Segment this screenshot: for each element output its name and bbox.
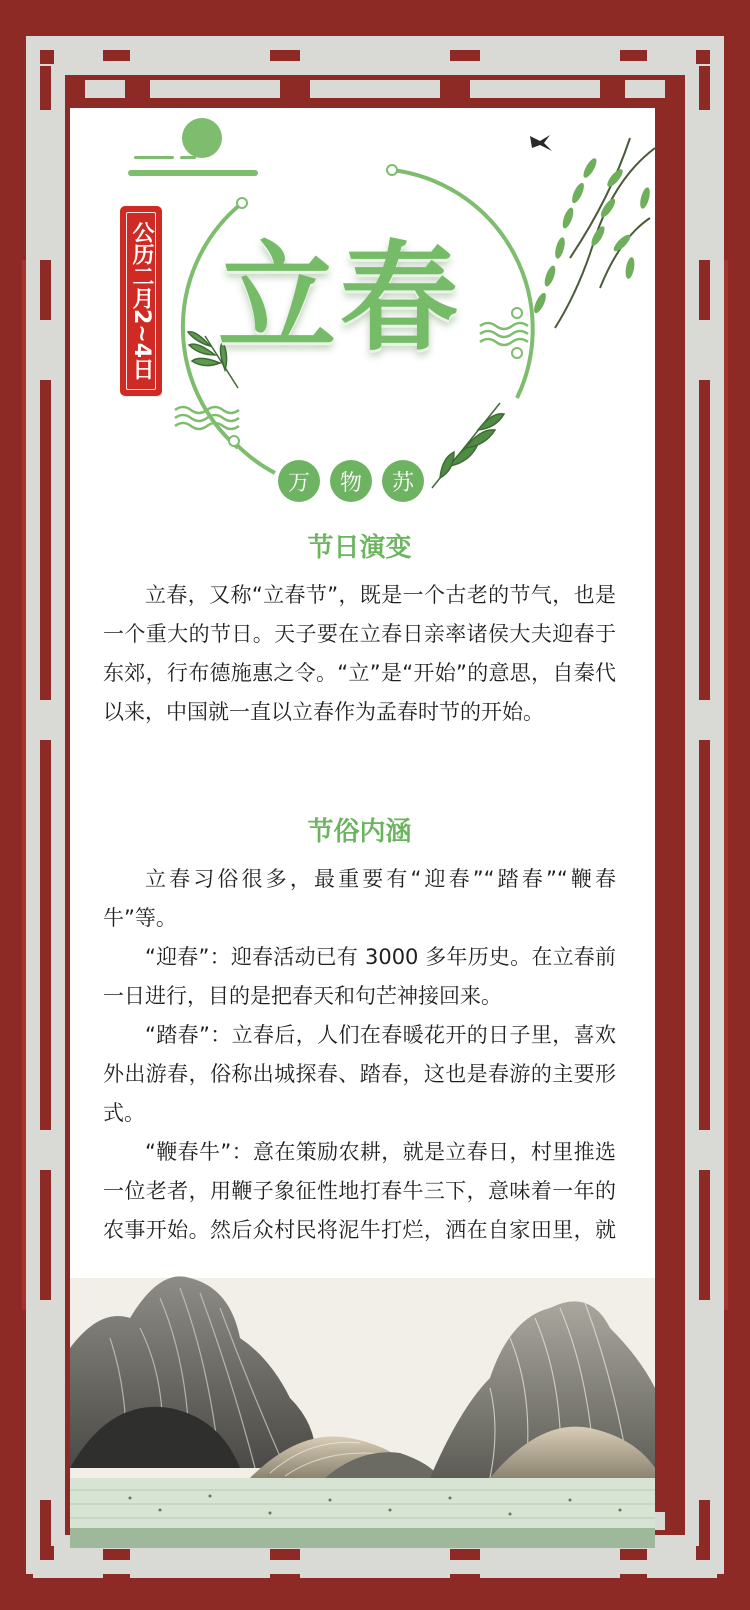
subtitle <box>278 460 424 502</box>
page-title: 立春 <box>218 229 463 367</box>
paragraph: 立春，又称“立春节”，既是一个古老的节气，也是一个重大的节日。天子要在立春日亲率诸侯大夫迎春于东郊，行布德施惠之令。“立”是“开始”的意思，自秦代以来，中国就一直以立春作为孟春时节的开始。 <box>103 583 616 724</box>
leaf-sprig-icon <box>432 403 504 488</box>
section-evolution <box>103 530 616 732</box>
subtitle-char: 万 <box>278 460 320 502</box>
swallow-icon <box>530 135 552 151</box>
section-customs <box>103 814 616 1289</box>
subtitle-char: 苏 <box>382 460 424 502</box>
paragraph: 立春习俗很多，最重要有“迎春”“踏春”“鞭春牛”等。 <box>103 867 616 930</box>
willow-branch-icon <box>555 138 655 328</box>
mountain-landscape <box>70 1248 655 1548</box>
paragraph: “踏春”：立春后，人们在春暖花开的日子里，喜欢外出游春，俗称出城探春、踏春，这也是春游的主要形式。 <box>103 1023 616 1125</box>
date-seal <box>122 208 160 394</box>
section-title: 节日演变 <box>307 533 412 563</box>
section-title: 节俗内涵 <box>307 817 412 847</box>
seal-text: 公历二月2~4日 <box>126 212 156 390</box>
paragraph: “鞭春牛”：意在策励农耕，就是立春日，村里推选一位老者，用鞭子象征性地打春牛三下，意味着一年的农事开始。然后众村民将泥牛打烂，洒在自家田里，就 <box>103 1140 616 1242</box>
sun-icon <box>182 118 222 158</box>
subtitle-char: 物 <box>330 460 372 502</box>
content-panel <box>70 108 655 1548</box>
paragraph: “迎春”：迎春活动已有 3000 多年历史。在立春前一日进行，目的是把春天和句芒神接回来。 <box>103 945 616 1008</box>
